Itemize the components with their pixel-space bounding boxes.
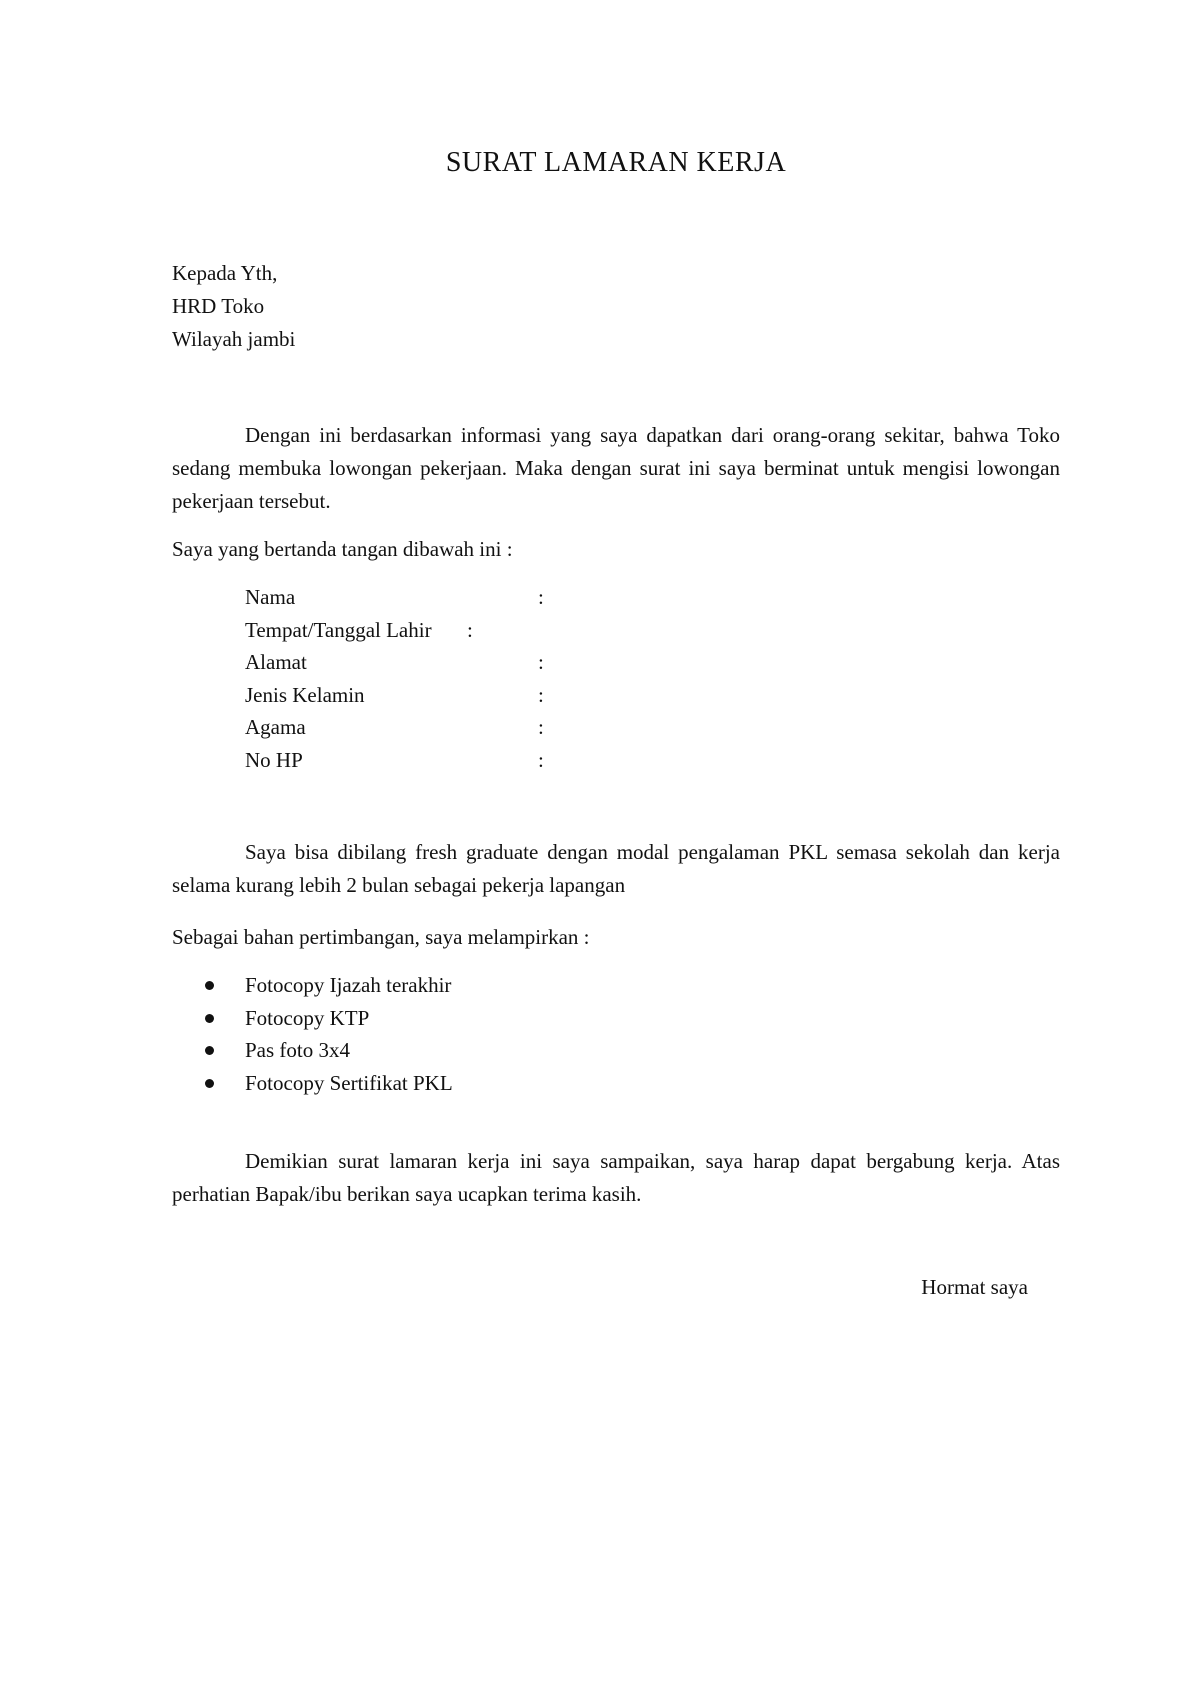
paragraph-text: Dengan ini berdasarkan informasi yang saya dapatkan dari orang-orang sekitar, bahwa Toko sedang membuka lowongan pekerjaan. Maka dengan surat ini saya berminat untuk mengisi lowongan pekerjaan tersebut. bbox=[172, 423, 1060, 513]
opening-paragraph bbox=[172, 419, 1060, 518]
attachments-list bbox=[172, 969, 453, 1099]
bullet-icon bbox=[205, 981, 214, 990]
field-label: Nama bbox=[245, 585, 296, 609]
paragraph-text: Saya yang bertanda tangan dibawah ini : bbox=[172, 537, 513, 561]
list-item-text: Pas foto 3x4 bbox=[245, 1038, 350, 1062]
field-colon: : bbox=[538, 715, 544, 739]
addressee-block bbox=[172, 257, 295, 356]
field-label: Alamat bbox=[245, 650, 307, 674]
addressee-line: Wilayah jambi bbox=[172, 327, 296, 351]
attachments-intro-paragraph bbox=[172, 921, 1060, 954]
list-item bbox=[172, 1002, 453, 1035]
field-colon: : bbox=[467, 617, 473, 642]
field-colon: : bbox=[538, 747, 544, 772]
field-label: Tempat/Tanggal Lahir bbox=[245, 617, 432, 642]
field-label: Agama bbox=[245, 715, 306, 739]
list-item-text: Fotocopy Sertifikat PKL bbox=[245, 1070, 453, 1095]
paragraph-text: Saya bisa dibilang fresh graduate dengan modal pengalaman PKL semasa sekolah dan kerja selama kurang lebih 2 bulan sebagai pekerja lapangan bbox=[172, 840, 1060, 897]
list-item-text: Fotocopy KTP bbox=[245, 1005, 370, 1030]
bullet-icon bbox=[205, 1046, 214, 1055]
paragraph-text: Sebagai bahan pertimbangan, saya melampirkan : bbox=[172, 925, 590, 949]
field-colon: : bbox=[538, 682, 544, 707]
intro-paragraph bbox=[172, 533, 1060, 566]
list-item bbox=[172, 1034, 453, 1067]
list-item bbox=[172, 1067, 453, 1100]
list-item-text: Fotocopy Ijazah terakhir bbox=[245, 973, 452, 997]
experience-paragraph bbox=[172, 836, 1060, 902]
field-colon: : bbox=[538, 585, 544, 609]
bullet-icon bbox=[205, 1014, 214, 1023]
signature-closing: Hormat saya bbox=[921, 1275, 1028, 1299]
addressee-line: Kepada Yth, bbox=[172, 261, 278, 285]
paragraph-text: Demikian surat lamaran kerja ini saya sampaikan, saya harap dapat bergabung kerja. Atas perhatian Bapak/ibu berikan saya ucapkan terima kasih. bbox=[172, 1149, 1060, 1206]
field-label: Jenis Kelamin bbox=[245, 682, 365, 707]
field-label: No HP bbox=[245, 747, 303, 772]
closing-paragraph bbox=[172, 1145, 1060, 1211]
letter-title: SURAT LAMARAN KERJA bbox=[445, 147, 787, 178]
bullet-icon bbox=[205, 1079, 214, 1088]
field-colon: : bbox=[538, 650, 544, 674]
addressee-line: HRD Toko bbox=[172, 294, 265, 318]
list-item bbox=[172, 969, 453, 1002]
